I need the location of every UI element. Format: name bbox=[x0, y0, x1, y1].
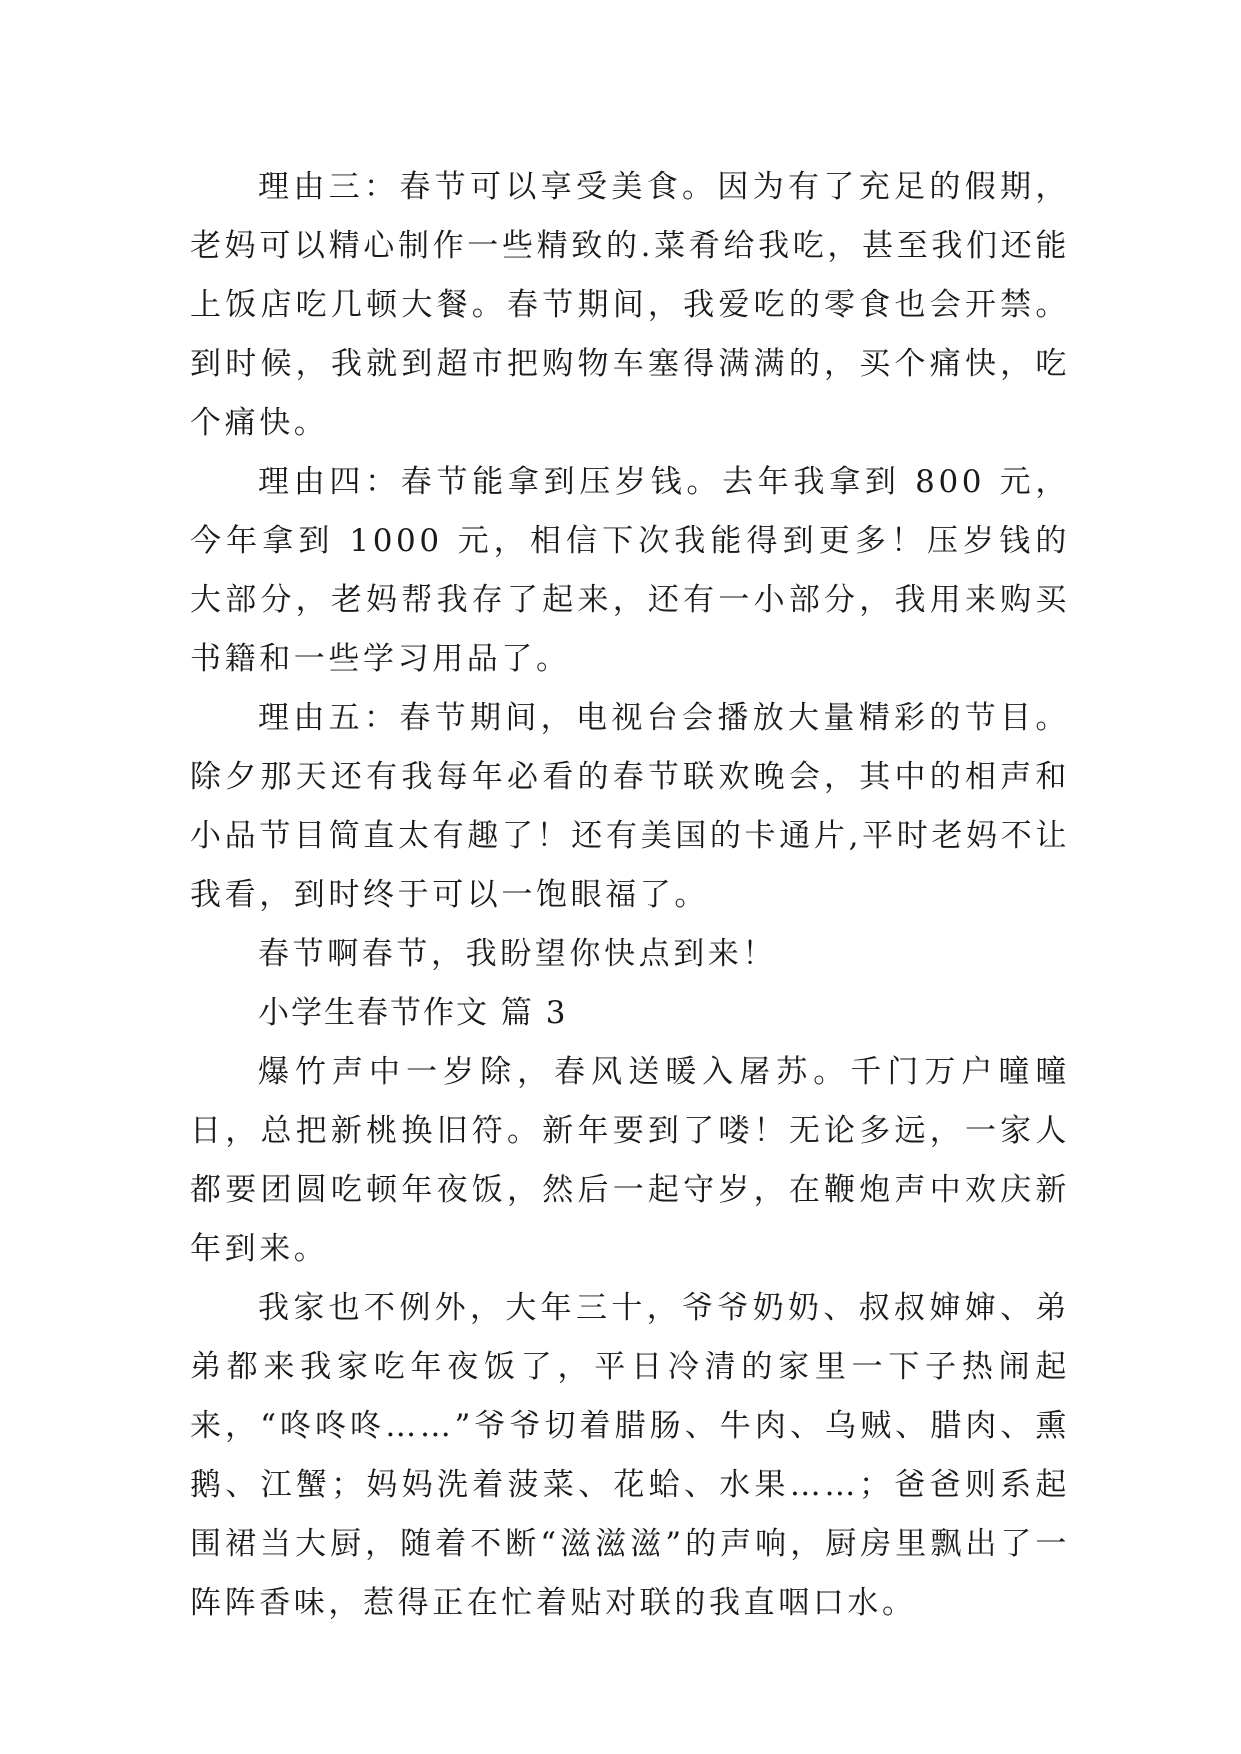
paragraph-closing: 春节啊春节，我盼望你快点到来！ bbox=[258, 936, 777, 972]
paragraph-reason-three: 理由三：春节可以享受美食。因为有了充足的假期，老妈可以精心制作一些精致的.菜肴给我吃，甚至我们还能上饭店吃几顿大餐。春节期间，我爱吃的零食也会开禁。到时候，我就到超市把购物车塞得满满的，买个痛快，吃个痛快。 bbox=[190, 169, 1070, 441]
paragraph-reason-four: 理由四：春节能拿到压岁钱。去年我拿到 800 元，今年拿到 1000 元，相信下次我能得到更多！压岁钱的大部分，老妈帮我存了起来，还有一小部分，我用来购买书籍和一些学习用品了。 bbox=[190, 464, 1070, 677]
paragraph-firecracker-poem: 爆竹声中一岁除，春风送暖入屠苏。千门万户曈曈日，总把新桃换旧符。新年要到了喽！无论多远，一家人都要团圆吃顿年夜饭，然后一起守岁，在鞭炮声中欢庆新年到来。 bbox=[190, 1054, 1070, 1267]
section-heading: 小学生春节作文 篇 3 bbox=[258, 995, 568, 1031]
paragraph-family-dinner: 我家也不例外，大年三十，爷爷奶奶、叔叔婶婶、弟弟都来我家吃年夜饭了，平日冷清的家里一下子热闹起来，“咚咚咚……”爷爷切着腊肠、牛肉、乌贼、腊肉、熏鹅、江蟹；妈妈洗着菠菜、花蛤、水果……；爸爸则系起围裙当大厨，随着不断“滋滋滋”的声响，厨房里飘出了一阵阵香味，惹得正在忙着贴对联的我直咽口水。 bbox=[190, 1290, 1070, 1621]
document-body bbox=[190, 158, 1070, 1633]
paragraph-reason-five: 理由五：春节期间，电视台会播放大量精彩的节目。除夕那天还有我每年必看的春节联欢晚会，其中的相声和小品节目简直太有趣了！还有美国的卡通片,平时老妈不让我看，到时终于可以一饱眼福了。 bbox=[190, 700, 1070, 913]
